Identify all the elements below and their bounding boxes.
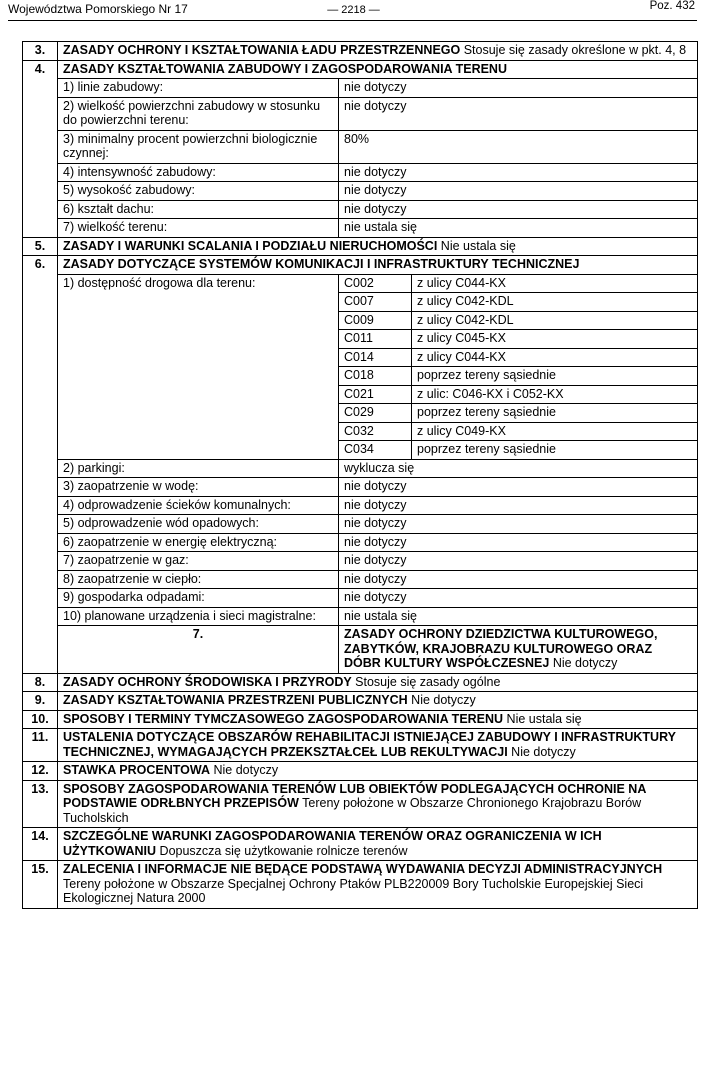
- area-code: C032: [339, 422, 412, 441]
- table-row: [23, 828, 698, 861]
- table-row: [23, 692, 698, 711]
- table-row: [23, 219, 698, 238]
- table-row: [23, 780, 698, 828]
- item-label: 2) wielkość powierzchni zabudowy w stosunku do powierzchni terenu:: [58, 97, 339, 130]
- row-number: 7.: [58, 626, 339, 674]
- position-number: Poz. 432: [649, 0, 695, 12]
- area-code: C002: [339, 274, 412, 293]
- access-route: z ulicy C049-KX: [412, 422, 698, 441]
- item-value: nie dotyczy: [339, 533, 698, 552]
- row-number: 9.: [23, 692, 58, 711]
- row-content: [339, 626, 698, 674]
- row-text: Nie dotyczy: [210, 763, 279, 777]
- page-number: — 2218 —: [327, 4, 380, 16]
- table-row: [23, 182, 698, 201]
- row-text: Tereny położone w Obszarze Chronionego Krajobrazu Borów Tucholskich: [63, 796, 642, 825]
- item-value: nie dotyczy: [339, 552, 698, 571]
- row-title: SPOSOBY I TERMINY TYMCZASOWEGO ZAGOSPODAROWANIA TERENU: [63, 711, 504, 726]
- area-code: C007: [339, 293, 412, 312]
- area-code: C029: [339, 404, 412, 423]
- header-rule: [8, 20, 697, 21]
- item-label: 4) intensywność zabudowy:: [58, 163, 339, 182]
- row-title: STAWKA PROCENTOWA: [63, 763, 210, 777]
- item-label: 9) gospodarka odpadami:: [58, 589, 339, 608]
- access-label: 1) dostępność drogowa dla terenu:: [58, 274, 339, 459]
- item-value: wyklucza się: [339, 459, 698, 478]
- item-value: 80%: [339, 130, 698, 163]
- table-row: [23, 533, 698, 552]
- table-row: [23, 163, 698, 182]
- row-number: 15.: [23, 861, 58, 909]
- row-number: 5.: [23, 237, 58, 256]
- item-value: nie dotyczy: [339, 97, 698, 130]
- item-label: 4) odprowadzenie ścieków komunalnych:: [58, 496, 339, 515]
- item-label: 2) parkingi:: [58, 459, 339, 478]
- row-content: [58, 42, 698, 61]
- item-label: 6) zaopatrzenie w energię elektryczną:: [58, 533, 339, 552]
- row-title: ZASADY OCHRONY I KSZTAŁTOWANIA ŁADU PRZESTRZENNEGO: [63, 43, 461, 57]
- access-route: poprzez tereny sąsiednie: [412, 441, 698, 460]
- area-code: C009: [339, 311, 412, 330]
- row-title: ZASADY I WARUNKI SCALANIA I PODZIAŁU NIERUCHOMOŚCI: [63, 238, 438, 253]
- item-value: nie dotyczy: [339, 478, 698, 497]
- item-label: 3) zaopatrzenie w wodę:: [58, 478, 339, 497]
- row-title: ZASADY KSZTAŁTOWANIA ZABUDOWY I ZAGOSPODAROWANIA TERENU: [58, 60, 698, 79]
- access-route: poprzez tereny sąsiednie: [412, 367, 698, 386]
- item-value: nie dotyczy: [339, 79, 698, 98]
- table-row: [23, 42, 698, 61]
- row-number: 4.: [23, 60, 58, 237]
- table-row: [23, 710, 698, 729]
- item-value: nie dotyczy: [339, 515, 698, 534]
- row-content: [58, 692, 698, 711]
- row-title: ZASADY OCHRONY ŚRODOWISKA I PRZYRODY: [63, 674, 352, 689]
- table-row: [23, 200, 698, 219]
- area-code: C018: [339, 367, 412, 386]
- row-title: SPOSOBY ZAGOSPODAROWANIA TERENÓW LUB OBIEKTÓW PODLEGAJĄCYCH OCHRONIE NA PODSTAWIE ODRŁBNYCH PRZEPISÓW: [63, 781, 646, 810]
- table-row: [23, 79, 698, 98]
- item-label: 5) odprowadzenie wód opadowych:: [58, 515, 339, 534]
- table-row: [23, 570, 698, 589]
- table-row: [23, 459, 698, 478]
- item-label: 1) linie zabudowy:: [58, 79, 339, 98]
- item-value: nie ustala się: [339, 219, 698, 238]
- item-label: 6) kształt dachu:: [58, 200, 339, 219]
- item-label: 10) planowane urządzenia i sieci magistralne:: [58, 607, 339, 626]
- access-route: z ulicy C045-KX: [412, 330, 698, 349]
- table-row: [23, 478, 698, 497]
- row-content: [58, 673, 698, 692]
- item-value: nie dotyczy: [339, 570, 698, 589]
- item-label: 5) wysokość zabudowy:: [58, 182, 339, 201]
- row-title: ZALECENIA I INFORMACJE NIE BĘDĄCE PODSTAWĄ WYDAWANIA DECYZJI ADMINISTRACYJNYCH: [63, 862, 663, 876]
- row-number: 3.: [23, 42, 58, 61]
- row-text: Dopuszcza się użytkowanie rolnicze terenów: [156, 843, 408, 858]
- area-code: C021: [339, 385, 412, 404]
- row-content: [58, 828, 698, 861]
- table-row: [23, 274, 698, 293]
- access-route: z ulicy C042-KDL: [412, 311, 698, 330]
- row-number: 14.: [23, 828, 58, 861]
- row-title: SZCZEGÓLNE WARUNKI ZAGOSPODAROWANIA TERENÓW ORAZ OGRANICZENIA W ICH UŻYTKOWANIU: [63, 829, 602, 858]
- area-code: C011: [339, 330, 412, 349]
- row-content: [58, 710, 698, 729]
- item-value: nie dotyczy: [339, 200, 698, 219]
- area-code: C034: [339, 441, 412, 460]
- item-value: nie dotyczy: [339, 182, 698, 201]
- table-row: [23, 130, 698, 163]
- row-number: 13.: [23, 780, 58, 828]
- access-route: poprzez tereny sąsiednie: [412, 404, 698, 423]
- row-number: 11.: [23, 729, 58, 762]
- table-row: [23, 729, 698, 762]
- item-value: nie dotyczy: [339, 163, 698, 182]
- row-content: [58, 237, 698, 256]
- table-row: [23, 515, 698, 534]
- row-text: Nie dotyczy: [549, 656, 618, 670]
- row-content: [58, 780, 698, 828]
- journal-title: Województwa Pomorskiego Nr 17: [8, 2, 188, 16]
- table-row: [23, 589, 698, 608]
- row-content: [58, 729, 698, 762]
- page-header: [0, 0, 707, 20]
- row-content: [58, 762, 698, 781]
- item-value: nie dotyczy: [339, 496, 698, 515]
- table-row: [23, 237, 698, 256]
- row-number: 12.: [23, 762, 58, 781]
- row-number: 10.: [23, 710, 58, 729]
- access-route: z ulicy C042-KDL: [412, 293, 698, 312]
- item-label: 7) zaopatrzenie w gaz:: [58, 552, 339, 571]
- row-title: ZASADY KSZTAŁTOWANIA PRZESTRZENI PUBLICZNYCH: [63, 693, 408, 707]
- row-title: ZASADY DOTYCZĄCE SYSTEMÓW KOMUNIKACJI I INFRASTRUKTURY TECHNICZNEJ: [58, 256, 698, 275]
- access-route: z ulicy C044-KX: [412, 348, 698, 367]
- table-row: [23, 496, 698, 515]
- access-route: z ulicy C044-KX: [412, 274, 698, 293]
- table-row: [23, 673, 698, 692]
- item-label: 3) minimalny procent powierzchni biologicznie czynnej:: [58, 130, 339, 163]
- row-text: Nie ustala się: [503, 711, 582, 726]
- row-number: 8.: [23, 673, 58, 692]
- item-value: nie dotyczy: [339, 589, 698, 608]
- table-row: [23, 626, 698, 674]
- table-row: [23, 60, 698, 79]
- table-row: [23, 762, 698, 781]
- plan-provisions-table: [22, 41, 698, 909]
- table-row: [23, 97, 698, 130]
- access-route: z ulic: C046-KX i C052-KX: [412, 385, 698, 404]
- row-text: Stosuje się zasady określone w pkt. 4, 8: [460, 43, 687, 57]
- row-text: Stosuje się zasady ogólne: [351, 674, 501, 689]
- table-row: [23, 607, 698, 626]
- area-code: C014: [339, 348, 412, 367]
- row-text: Tereny położone w Obszarze Specjalnej Ochrony Ptaków PLB220009 Bory Tucholskie Europejskiej Sieci Ekologicznej Natura 2000: [63, 876, 644, 905]
- row-text: Nie dotyczy: [407, 693, 476, 707]
- item-value: nie ustala się: [339, 607, 698, 626]
- row-content: [58, 861, 698, 909]
- row-text: Nie ustala się: [437, 238, 516, 253]
- table-row: [23, 861, 698, 909]
- row-title: ZASADY OCHRONY DZIEDZICTWA KULTUROWEGO, ZABYTKÓW, KRAJOBRAZU KULTUROWEGO ORAZ DÓBR KULTURY WSPÓŁCZESNEJ: [344, 627, 658, 670]
- row-title: USTALENIA DOTYCZĄCE OBSZARÓW REHABILITACJI ISTNIEJĄCEJ ZABUDOWY I INFRASTRUKTURY TECHNICZNEJ, WYMAGAJĄCYCH PRZEKSZTAŁCEŁ LUB REKULTYWACJI: [63, 730, 676, 759]
- row-number: 6.: [23, 256, 58, 674]
- table-row: [23, 552, 698, 571]
- item-label: 8) zaopatrzenie w ciepło:: [58, 570, 339, 589]
- row-text: Nie dotyczy: [507, 744, 576, 759]
- item-label: 7) wielkość terenu:: [58, 219, 339, 238]
- table-row: [23, 256, 698, 275]
